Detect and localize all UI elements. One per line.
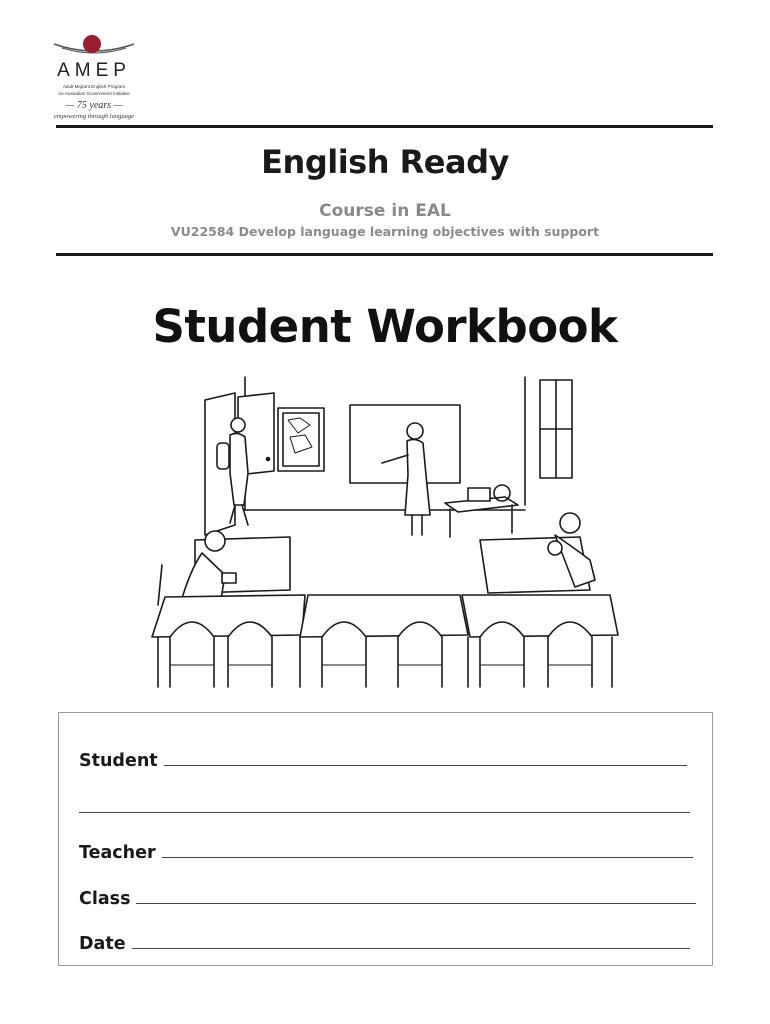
class-label: Class [79,889,131,909]
page-title: Student Workbook [152,300,618,353]
logo-initiative: An Australian Government Initiative [58,91,130,96]
date-label: Date [79,934,126,954]
date-field[interactable] [79,930,690,954]
class-field[interactable] [79,885,696,909]
student-line[interactable] [164,765,687,766]
course-title: English Ready [261,143,509,181]
logo-dot-icon [83,35,101,53]
teacher-label: Teacher [79,843,156,863]
amep-logo [48,32,140,122]
logo-years: — 75 years — [65,100,123,111]
student-details-form [58,712,713,966]
logo-brand: AMEP [57,60,131,81]
teacher-line[interactable] [162,857,693,858]
class-line[interactable] [136,903,696,904]
student-line-2[interactable] [79,812,690,813]
bottom-divider [56,253,713,256]
unit-code: VU22584 Develop language learning objectives with support [170,224,600,239]
logo-program-name: Adult Migrant English Program [62,84,126,89]
teacher-field[interactable] [79,839,693,863]
date-line[interactable] [132,948,690,949]
student-field[interactable] [79,747,687,771]
classroom-illustration [150,375,620,690]
logo-tagline: empowering through language [54,113,134,120]
top-divider [56,125,713,128]
course-name: Course in EAL [319,201,451,221]
student-label: Student [79,751,158,771]
